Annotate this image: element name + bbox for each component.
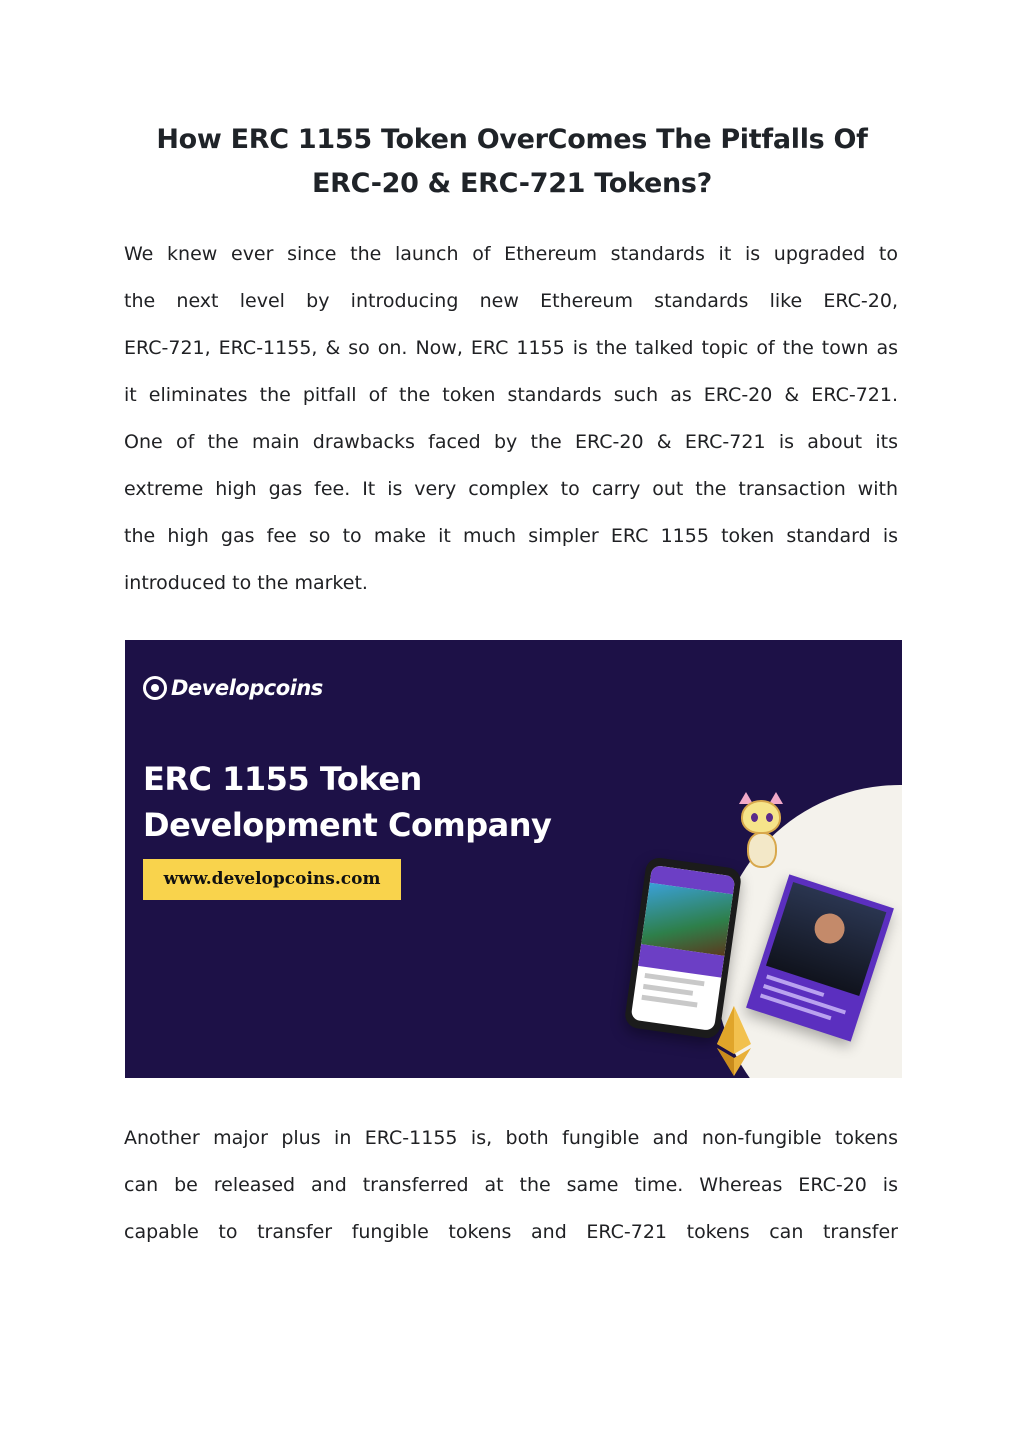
body-paragraph bbox=[124, 1115, 898, 1256]
website-url-badge: www.developcoins.com bbox=[143, 859, 401, 900]
paragraph-line: can be released and transferred at the same time. Whereas ERC-20 is bbox=[124, 1174, 898, 1196]
article-title bbox=[120, 118, 904, 206]
paragraph-line: We knew ever since the launch of Ethereum standards it is upgraded to bbox=[124, 243, 898, 265]
banner-heading-line: ERC 1155 Token bbox=[143, 760, 422, 798]
paragraph-line: the next level by introducing new Ethereum standards like ERC-20, bbox=[124, 290, 898, 312]
cryptokitty-icon bbox=[737, 800, 785, 872]
promo-banner-image bbox=[125, 640, 902, 1078]
developcoins-logo-icon bbox=[143, 676, 167, 700]
paragraph-line: extreme high gas fee. It is very complex to carry out the transaction with bbox=[124, 478, 898, 500]
article-title-line: How ERC 1155 Token OverComes The Pitfalls Of bbox=[156, 124, 868, 155]
paragraph-line: introduced to the market. bbox=[124, 572, 368, 594]
banner-heading-line: Development Company bbox=[143, 806, 552, 844]
paragraph-line: Another major plus in ERC-1155 is, both fungible and non-fungible tokens bbox=[124, 1127, 898, 1149]
paragraph-line: ERC-721, ERC-1155, & so on. Now, ERC 1155 is the talked topic of the town as bbox=[124, 337, 898, 359]
intro-paragraph bbox=[124, 231, 898, 607]
developcoins-logo bbox=[143, 670, 323, 706]
article-title-line: ERC-20 & ERC-721 Tokens? bbox=[311, 168, 713, 199]
paragraph-line: capable to transfer fungible tokens and ERC-721 tokens can transfer bbox=[124, 1221, 898, 1243]
paragraph-line: the high gas fee so to make it much simpler ERC 1155 token standard is bbox=[124, 525, 898, 547]
paragraph-line: One of the main drawbacks faced by the ERC-20 & ERC-721 is about its bbox=[124, 431, 898, 453]
ethereum-icon bbox=[717, 1006, 751, 1076]
logo-text: Developcoins bbox=[171, 676, 323, 700]
banner-heading bbox=[143, 756, 551, 848]
paragraph-line: it eliminates the pitfall of the token standards such as ERC-20 & ERC-721. bbox=[124, 384, 898, 406]
